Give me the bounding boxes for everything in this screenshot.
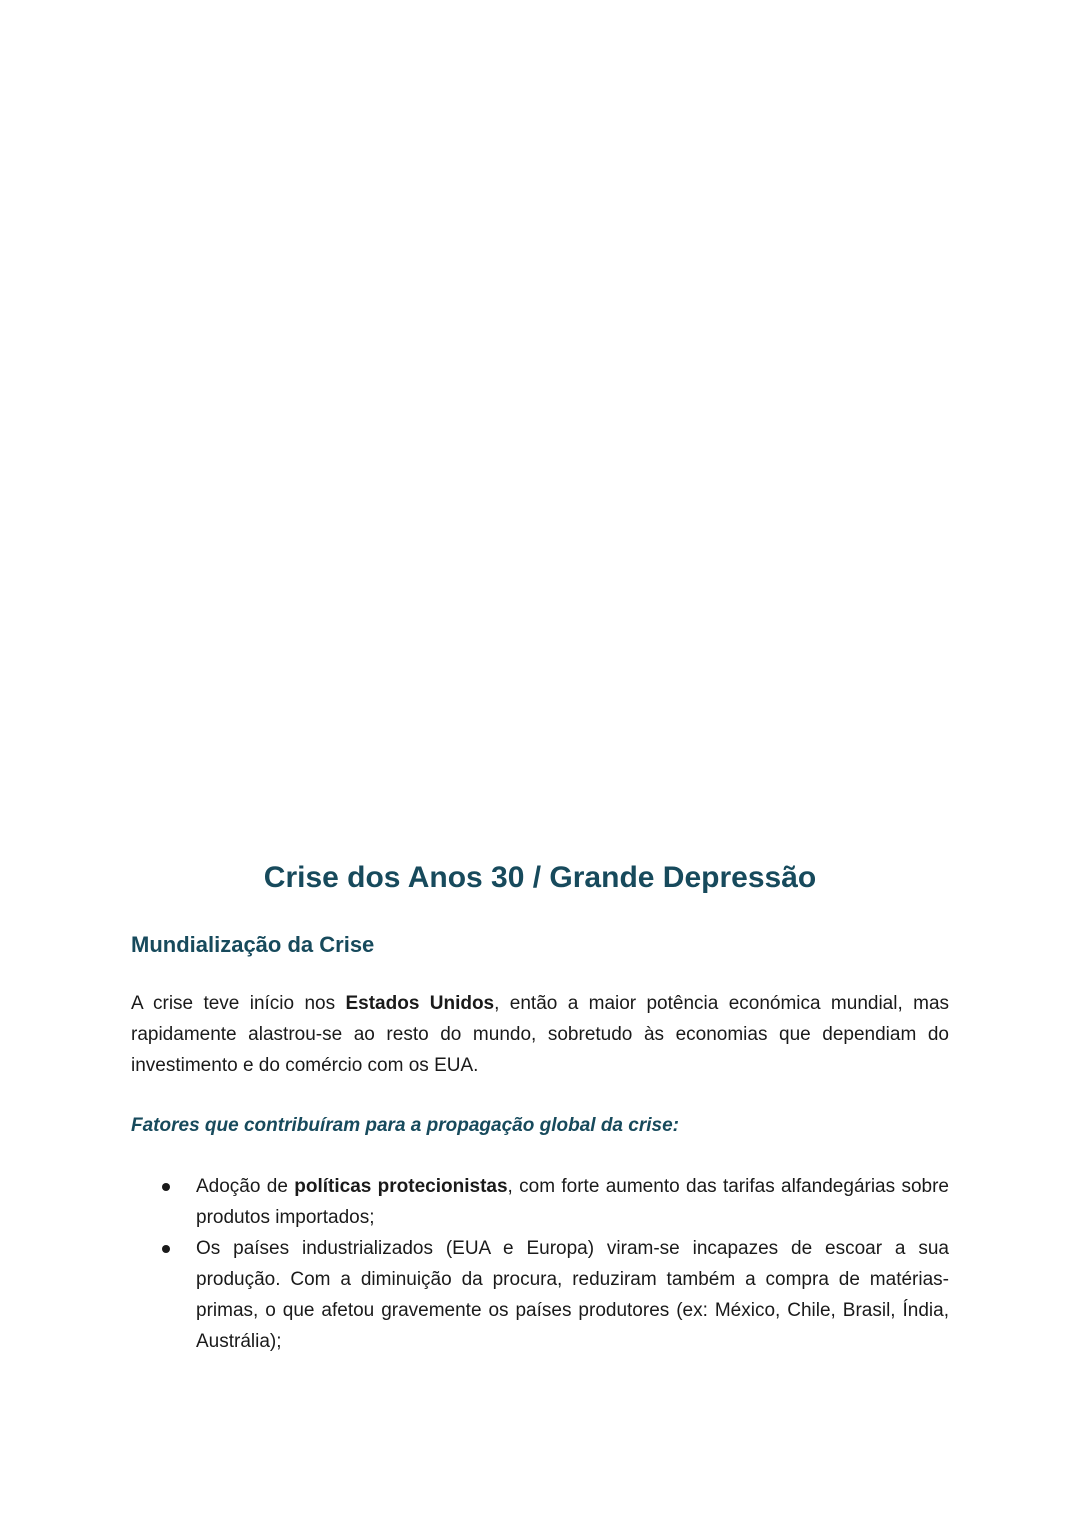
factor-bold-term: políticas protecionistas bbox=[294, 1176, 508, 1197]
intro-bold-term: Estados Unidos bbox=[345, 993, 495, 1014]
factors-heading: Fatores que contribuíram para a propagação global da crise: bbox=[131, 1115, 679, 1136]
intro-text-end: , então a maior potência económica mundial, mas rapidamente alastrou-se ao resto do mundo, sobretudo às economias que dependiam do investimento e do comércio com os EUA. bbox=[131, 993, 950, 1076]
section-heading: Mundialização da Crise bbox=[131, 932, 375, 957]
intro-paragraph bbox=[131, 988, 949, 1081]
factor-text: Os países industrializados (EUA e Europa) viram-se incapazes de escoar a sua produção. Com a diminuição da procura, reduziram também a compra de matérias-primas, o que afetou gravemente os países produtores (ex: México, Chile, Brasil, Índia, Austrália); bbox=[196, 1238, 949, 1352]
list-item bbox=[196, 1171, 949, 1233]
factor-text-end: , com forte aumento das tarifas alfandegárias sobre produtos importados; bbox=[196, 1176, 949, 1228]
page-title: Crise dos Anos 30 / Grande Depressão bbox=[263, 861, 817, 894]
factor-text-start: Adoção de bbox=[196, 1176, 295, 1197]
list-item bbox=[196, 1233, 949, 1357]
factors-list bbox=[196, 1171, 949, 1357]
intro-text-start: A crise teve início nos bbox=[131, 993, 346, 1014]
bullet-icon bbox=[162, 1245, 170, 1253]
bullet-icon bbox=[162, 1183, 170, 1191]
